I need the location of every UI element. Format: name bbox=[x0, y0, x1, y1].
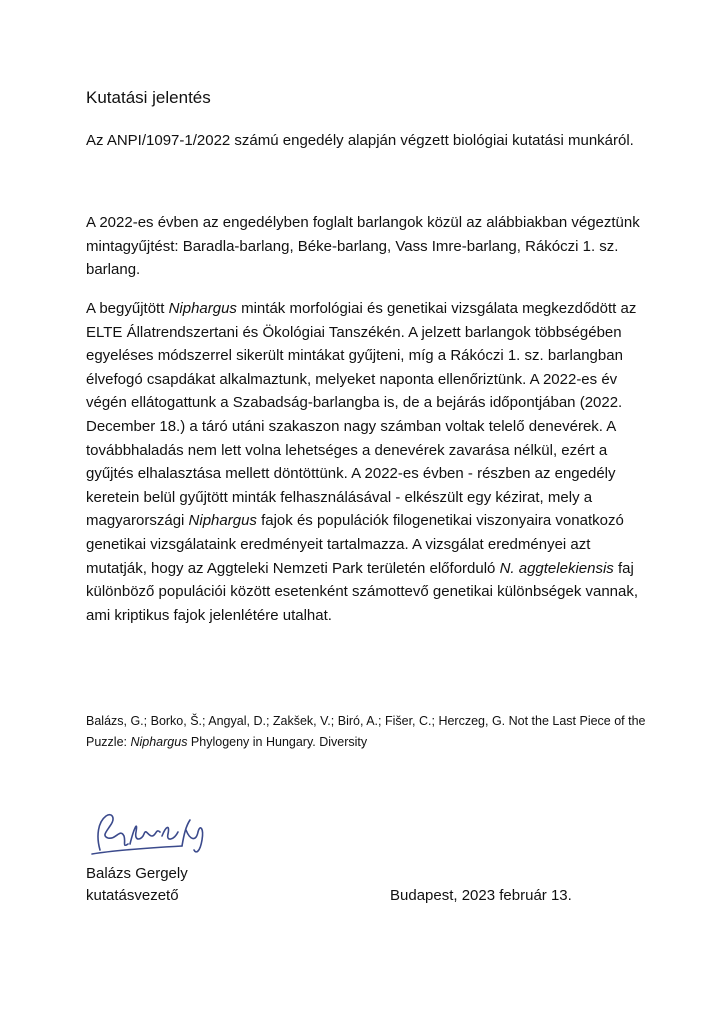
signer-role: kutatásvezető bbox=[86, 887, 179, 904]
genus-name: Niphargus bbox=[168, 300, 237, 317]
reference-authors: Balázs, G.; Borko, Š.; Angyal, D.; Zakšek, V.; Biró, A.; Fišer, C.; Herczeg, G. Not the Last Piece of the Puzzle: bbox=[86, 714, 646, 749]
signer-block bbox=[86, 863, 188, 907]
text-run: faj különböző populációi között esetenként számottevő genetikai különbségek vannak, ami kriptikus fajok jelenlétére utalhat. bbox=[86, 559, 639, 624]
signature-icon bbox=[86, 806, 216, 860]
reference-genus: Niphargus bbox=[130, 734, 188, 749]
text-run: A begyűjtött bbox=[86, 300, 169, 317]
report-subject: Az ANPI/1097-1/2022 számú engedély alapján végzett biológiai kutatási munkáról. bbox=[86, 132, 634, 149]
text-run: fajok és populációk filogenetikai viszonyaira vonatkozó genetikai vizsgálataink eredményeit tartalmazza. A vizsgálat eredményei azt mutatják, hogy az Aggteleki Nemzeti Park területén előforduló bbox=[86, 512, 624, 577]
paragraph-sampling: A 2022-es évben az engedélyben foglalt barlangok közül az alábbiakban végeztünk mintagyűjtést: Baradla-barlang, Béke-barlang, Vass Imre-barlang, Rákóczi 1. sz. barlang. bbox=[86, 214, 640, 279]
reference-rest: Phylogeny in Hungary. Diversity bbox=[187, 734, 368, 749]
publication-reference bbox=[86, 711, 646, 752]
paragraph-results bbox=[86, 297, 646, 627]
species-name: N. aggtelekiensis bbox=[499, 559, 614, 577]
genus-name: Niphargus bbox=[188, 512, 257, 530]
text-run: minták morfológiai és genetikai vizsgálata megkezdődött az ELTE Állatrendszertani és Ökológiai Tanszékén. A jelzett barlangok többségében egyeléses módszerrel sikerült mintákat gyűjteni, míg a Rákóczi 1. sz. barlangban élvefogó csapdákat alkalmaztunk, melyeket naponta ellenőriztünk. A 2022-es év végén ellátogattunk a Szabadság-barlangba is, de a bejárás időpontjában (2022. December 18.) a táró utáni szakaszon nagy számban voltak telelő denevérek. A továbbhaladás nem lett volna lehetséges a denevérek zavarása nélkül, ezért a gyűjtés elhalasztása mellett döntöttünk. A 2022-es évben - részben az engedély keretein belül gyűjtött minták felhasználásával - elkészült egy kézirat, mely a magyarországi bbox=[86, 300, 637, 530]
report-title: Kutatási jelentés bbox=[86, 88, 211, 107]
signer-name: Balázs Gergely bbox=[86, 865, 188, 882]
place-date: Budapest, 2023 február 13. bbox=[390, 887, 572, 904]
